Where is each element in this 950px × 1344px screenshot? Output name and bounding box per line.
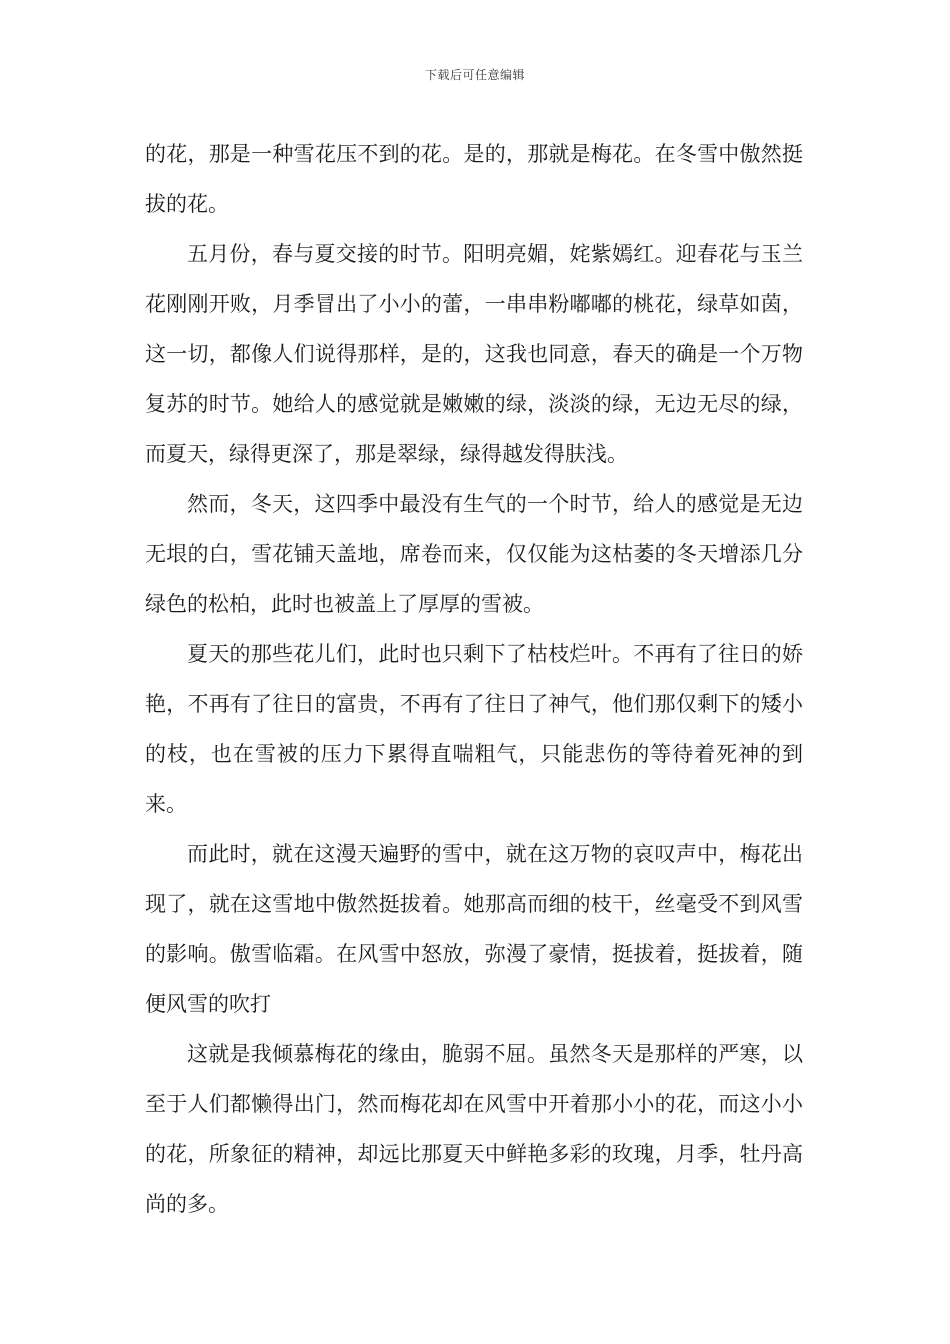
paragraph-3: 然而，冬天，这四季中最没有生气的一个时节，给人的感觉是无边无垠的白，雪花铺天盖地，席卷而来，仅仅能为这枯萎的冬天增添几分绿色的松柏，此时也被盖上了厚厚的雪被。 (145, 492, 803, 616)
paragraph-4: 夏天的那些花儿们，此时也只剩下了枯枝烂叶。不再有了往日的娇艳，不再有了往日的富贵，不再有了往日了神气，他们那仅剩下的矮小的枝，也在雪被的压力下累得直喘粗气，只能悲伤的等待着死神的到来。 (145, 642, 803, 816)
header-note: 下载后可任意编辑 (424, 68, 525, 82)
paragraph-2: 五月份，春与夏交接的时节。阳明亮媚，姹紫嫣红。迎春花与玉兰花刚刚开败，月季冒出了小小的蕾，一串串粉嘟嘟的桃花，绿草如茵，这一切，都像人们说得那样，是的，这我也同意，春天的确是一个万物复苏的时节。她给人的感觉就是嫩嫩的绿，淡淡的绿，无边无尽的绿，而夏天，绿得更深了，那是翠绿，绿得越发得肤浅。 (145, 242, 803, 466)
paragraph-1: 的花，那是一种雪花压不到的花。是的，那就是梅花。在冬雪中傲然挺拔的花。 (145, 142, 803, 216)
paragraph-5: 而此时，就在这漫天遍野的雪中，就在这万物的哀叹声中，梅花出现了，就在这雪地中傲然挺拔着。她那高而细的枝干，丝毫受不到风雪的影响。傲雪临霜。在风雪中怒放，弥漫了豪情，挺拔着，挺拔着，随便风雪的吹打 (145, 842, 803, 1016)
document-body (145, 129, 803, 1229)
paragraph-6: 这就是我倾慕梅花的缘由，脆弱不屈。虽然冬天是那样的严寒，以至于人们都懒得出门，然而梅花却在风雪中开着那小小的花，而这小小的花，所象征的精神，却远比那夏天中鲜艳多彩的玫瑰，月季，牡丹高尚的多。 (145, 1042, 803, 1216)
